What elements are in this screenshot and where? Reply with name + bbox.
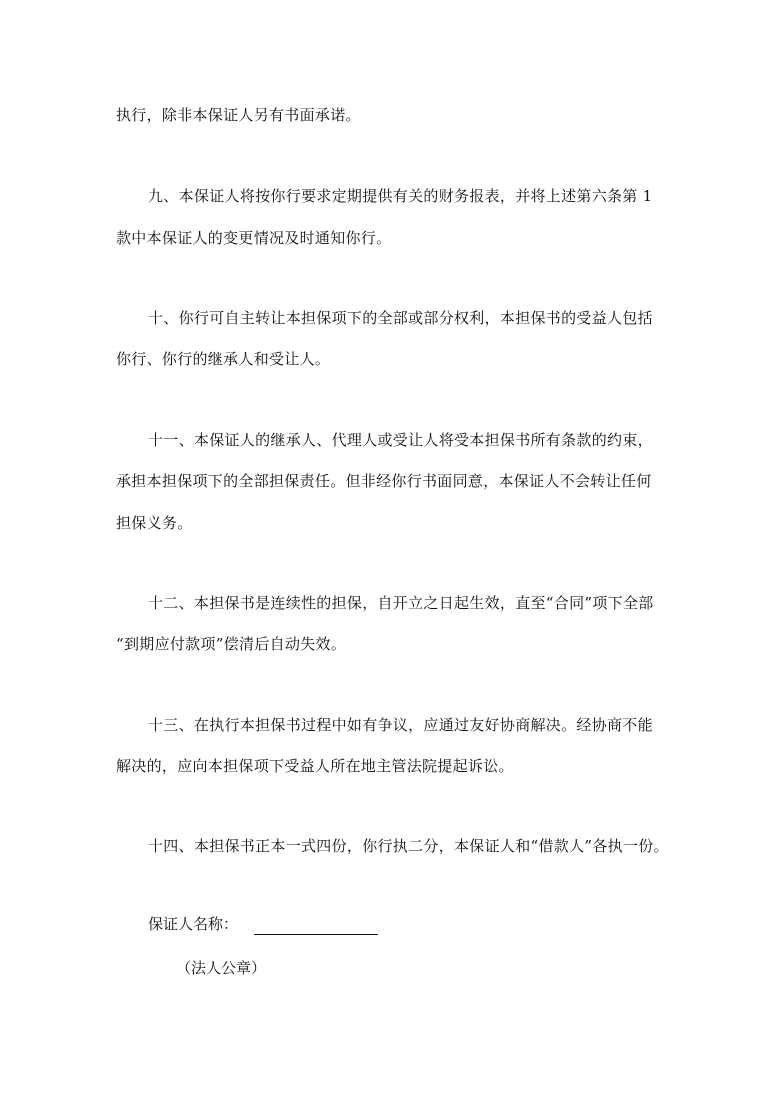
clause-line: 九、本保证人将按你行要求定期提供有关的财务报表，并将上述第六条第 1 (148, 187, 653, 205)
guarantor-name-blank (254, 918, 378, 935)
clause-line: 十、你行可自主转让本担保项下的全部或部分权利，本担保书的受益人包括 (148, 309, 653, 327)
clause-line: 款中本保证人的变更情况及时通知你行。 (116, 229, 392, 247)
clause-line: 担保义务。 (116, 514, 193, 532)
guarantor-name-row (148, 913, 378, 935)
clause-line: 十三、在执行本担保书过程中如有争议，应通过友好协商解决。经协商不能 (148, 716, 653, 734)
continuation-line: 执行，除非本保证人另有书面承诺。 (116, 106, 361, 124)
clause-line: 十二、本担保书是连续性的担保，自开立之日起生效，直至“合同”项下全部 (148, 594, 654, 612)
clause-line: 十四、本担保书正本一式四份，你行执二分，本保证人和“借款人”各执一份。 (148, 837, 669, 855)
clause-line: 你行、你行的继承人和受让人。 (116, 350, 331, 368)
clause-line: 承担本担保项下的全部担保责任。但非经你行书面同意，本保证人不会转让任何 (116, 472, 652, 490)
clause-line: 十一、本保证人的继承人、代理人或受让人将受本担保书所有条款的约束， (148, 431, 653, 449)
guarantor-name-label: 保证人名称： (148, 915, 239, 933)
corporate-seal-label: （法人公章） (176, 959, 267, 977)
clause-line: “到期应付款项”偿清后自动失效。 (116, 635, 347, 653)
clause-line: 解决的，应向本担保项下受益人所在地主管法院提起诉讼。 (116, 757, 514, 775)
